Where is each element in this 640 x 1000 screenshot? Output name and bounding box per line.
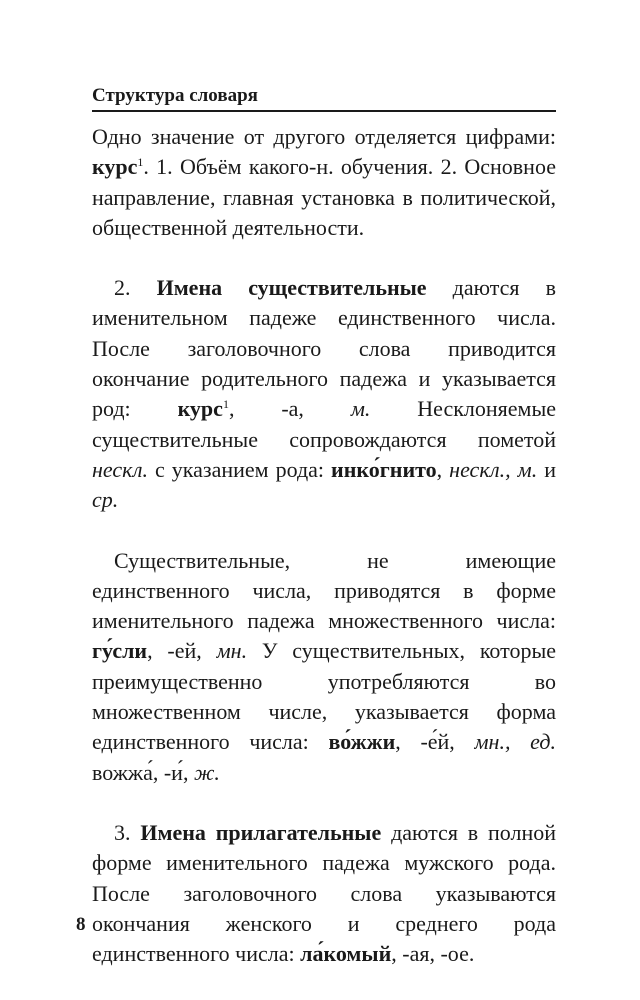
paragraph-adjectives [92,818,556,969]
headword-kurs: курс [92,154,138,180]
section-term-nouns: Имена существительные [156,275,427,301]
p3-text-2: , -ей, [147,638,217,664]
headword-lakomy: ла́комый [300,941,392,967]
paragraph-plural-nouns [92,546,556,788]
example-labels: нескл., м. [449,456,538,482]
headword-gusli: гу́сли [92,638,148,664]
p3-text-5: вожжа́, -и́, [92,759,194,785]
section-number: 2. [114,275,157,301]
p2-text-5: , [436,456,450,482]
headword-kurs: курс [177,396,223,422]
p3-text-3: У существительных, которые преимущественно употребляются во множественном числе, указывается форма единственного числа: [92,638,556,755]
running-header-title: Структура словаря [92,84,556,112]
headword-vozhzhi: во́жжи [328,729,396,755]
p2-text-4: с указанием рода: [147,456,332,482]
homonym-index: 1 [222,397,229,412]
paragraph-meanings [92,122,556,243]
p2-text-3: Несклоняемые существительные сопровождаются пометой [92,396,557,452]
p4-text-1: даются в полной форме именительного падежа мужского рода. После заголовочного слова указываются окончания женского и среднего рода единственного числа: [92,819,556,967]
example-inkognito: инко́гнито [331,456,437,482]
p3-text-4: , -е́й, [395,729,475,755]
p1-definitions: . 1. Объём какого-н. обучения. 2. Основное направление, главная установка в политической, общественной деятельности. [92,154,556,240]
body-text [92,122,556,969]
p2-text-6: и [537,456,556,482]
label-plural: мн. [216,638,248,664]
homonym-index: 1 [137,155,144,170]
label-masculine: м. [350,396,371,422]
section-term-adjectives: Имена прилагательные [140,819,382,845]
p4-text-2: , -ая, -ое. [391,941,475,967]
section-number: 3. [114,819,141,845]
paragraph-nouns [92,273,556,515]
p3-text-1: Существительные, не имеющие единственного числа, приводятся в форме именительного падежа множественного числа: [92,547,556,634]
label-indeclinable: нескл. [92,456,148,482]
paragraph-gap [92,788,556,818]
label-feminine: ж. [193,759,220,785]
label-neuter: ср. [92,487,119,513]
paragraph-gap [92,516,556,546]
label-plural-singular: мн., ед. [474,729,556,755]
p2-text-1: даются в именительном падеже единственного числа. После заголовочного слова приводится окончание родительного падежа и указывается род: [92,275,556,422]
paragraph-gap [92,243,556,273]
p2-text-2: , -а, [228,396,351,422]
page-number: 8 [76,914,86,935]
p1-intro: Одно значение от другого отделяется цифрами: [92,124,556,149]
